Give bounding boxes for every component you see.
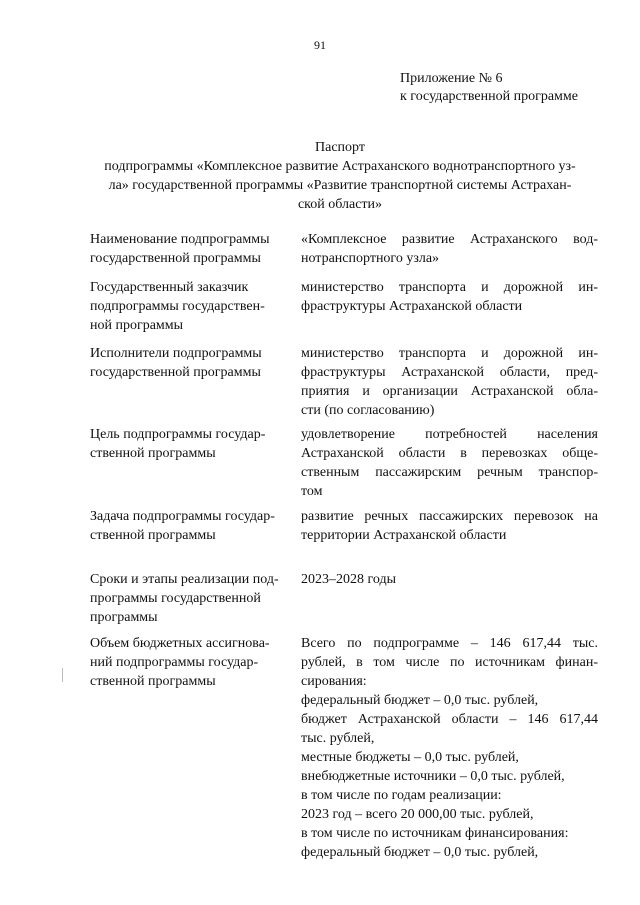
label-line: ственной программы [90, 674, 216, 689]
value-line: внебюджетные источники – 0,0 тыс. рублей, [301, 769, 565, 784]
value-line: территории Астраханской области [301, 528, 507, 543]
value-line: 2023–2028 годы [301, 572, 397, 587]
scan-margin-mark [62, 668, 63, 682]
value-line: фраструктуры Астраханской области [301, 299, 523, 314]
appendix-header [400, 70, 578, 106]
value-line: Всего по подпрограмме – 146 617,44 тыс. [301, 636, 598, 651]
label-line: Исполнители подпрограммы [90, 346, 262, 361]
row-value [301, 278, 598, 316]
value-line: федеральный бюджет – 0,0 тыс. рублей, [301, 693, 539, 708]
label-line: государственной программы [90, 251, 261, 266]
label-line: Наименование подпрограммы [90, 232, 270, 247]
label-line: государственной программы [90, 365, 261, 380]
label-line: Цель подпрограммы государ- [90, 427, 266, 442]
title-heading: Паспорт [315, 140, 365, 155]
value-line: рублей, в том числе по источникам финан- [301, 655, 598, 670]
value-line: федеральный бюджет – 0,0 тыс. рублей, [301, 845, 539, 860]
row-value [301, 570, 598, 589]
row-label [90, 230, 290, 268]
label-line: Объем бюджетных ассигнова- [90, 636, 270, 651]
row-label [90, 425, 290, 463]
appendix-line-2: к государственной программе [400, 89, 578, 104]
label-line: Государственный заказчик [90, 280, 249, 295]
label-line: ний подпрограммы государ- [90, 655, 259, 670]
value-line: фраструктуры Астраханской области, пред- [301, 365, 598, 380]
value-line: ственным пассажирским речным транспор- [301, 465, 598, 480]
label-line: Задача подпрограммы государ- [90, 509, 275, 524]
appendix-line-1: Приложение № 6 [400, 71, 503, 86]
row-label [90, 634, 290, 691]
label-line: ственной программы [90, 446, 216, 461]
value-line: министерство транспорта и дорожной ин- [301, 346, 598, 361]
row-value [301, 425, 598, 501]
label-line: Сроки и этапы реализации под- [90, 572, 279, 587]
row-value [301, 344, 598, 420]
value-line: приятия и организации Астраханской обла- [301, 384, 598, 399]
row-label [90, 278, 290, 335]
value-line: министерство транспорта и дорожной ин- [301, 280, 598, 295]
label-line: подпрограммы государствен- [90, 299, 265, 314]
row-value [301, 507, 598, 545]
value-line: тыс. рублей, [301, 731, 375, 746]
label-line: программы [90, 610, 158, 625]
value-line: местные бюджеты – 0,0 тыс. рублей, [301, 750, 519, 765]
label-line: ной программы [90, 318, 184, 333]
page-number: 91 [314, 38, 326, 52]
value-line: удовлетворение потребностей населения [301, 427, 598, 442]
value-line: развитие речных пассажирских перевозок на [301, 509, 598, 524]
value-line: «Комплексное развитие Астраханского вод- [301, 232, 598, 247]
value-line: сти (по согласованию) [301, 403, 435, 418]
value-line: том [301, 484, 323, 499]
value-line: нотранспортного узла» [301, 251, 440, 266]
title-line-2: ла» государственной программы «Развитие транспортной системы Астрахан- [108, 178, 572, 193]
label-line: программы государственной [90, 591, 261, 606]
value-line: в том числе по источникам финансирования: [301, 826, 569, 841]
value-line: 2023 год – всего 20 000,00 тыс. рублей, [301, 807, 534, 822]
row-label [90, 344, 290, 382]
label-line: ственной программы [90, 528, 216, 543]
passport-title [80, 138, 600, 214]
title-line-3: ской области» [297, 197, 383, 212]
value-line: Астраханской области в перевозках обще- [301, 446, 598, 461]
row-value [301, 634, 598, 862]
row-value [301, 230, 598, 268]
value-line: сирования: [301, 674, 367, 689]
title-line-1: подпрограммы «Комплексное развитие Астраханского воднотранспортного уз- [104, 159, 576, 174]
value-line: бюджет Астраханской области – 146 617,44 [301, 712, 598, 727]
value-line: в том числе по годам реализации: [301, 788, 502, 803]
row-label [90, 570, 290, 627]
row-label [90, 507, 290, 545]
